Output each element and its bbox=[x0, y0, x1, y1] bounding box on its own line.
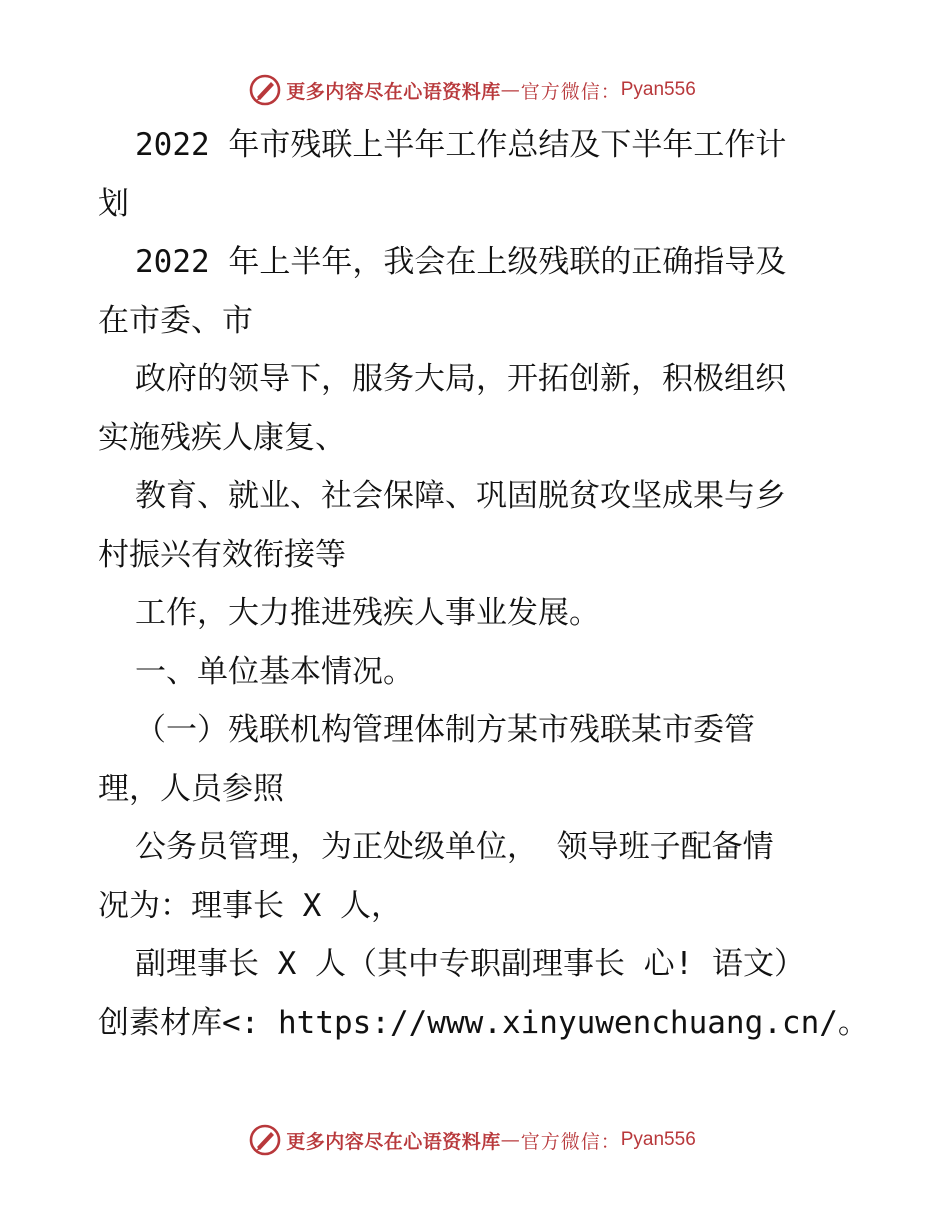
banner-content bbox=[248, 1123, 696, 1157]
quill-logo-icon bbox=[248, 1123, 282, 1157]
banner-wechat-id: Pyan556 bbox=[620, 1129, 696, 1150]
banner-wechat-id: Pyan556 bbox=[620, 79, 696, 100]
footer-banner bbox=[0, 1120, 950, 1160]
paragraph-line: 教育、就业、社会保障、巩固脱贫攻坚成果与乡 bbox=[135, 478, 786, 514]
document-body bbox=[98, 116, 869, 1052]
paragraph-line: 创素材库<: https://www.xinyuwenchuang.cn/。 bbox=[98, 1004, 869, 1041]
banner-main-text: 更多内容尽在心语资料库 bbox=[286, 80, 501, 103]
paragraph-line: 2022 年上半年，我会在上级残联的正确指导及 bbox=[135, 244, 787, 280]
paragraph-line: 工作，大力推进残疾人事业发展。 bbox=[135, 595, 600, 631]
banner-sub-text: 官方微信： bbox=[520, 80, 621, 103]
paragraph-line: 政府的领导下，服务大局，开拓创新，积极组织 bbox=[135, 361, 786, 397]
paragraph-line: 村振兴有效衔接等 bbox=[98, 536, 346, 573]
paragraph-line: 理，人员参照 bbox=[98, 770, 284, 807]
title-line-1: 2022 年市残联上半年工作总结及下半年工作计 bbox=[135, 127, 787, 163]
banner-sub-text: 官方微信： bbox=[520, 1130, 621, 1153]
quill-logo-icon bbox=[248, 73, 282, 107]
section-heading: 一、单位基本情况。 bbox=[135, 653, 414, 690]
paragraph-line: 公务员管理，为正处级单位， 领导班子配备情 bbox=[135, 829, 774, 865]
banner-content bbox=[248, 73, 696, 107]
banner-main-text: 更多内容尽在心语资料库 bbox=[286, 1130, 501, 1153]
paragraph-line: 况为：理事长 X 人， bbox=[98, 887, 402, 924]
paragraph-line: 在市委、市 bbox=[98, 302, 253, 339]
header-banner bbox=[0, 70, 950, 110]
paragraph-line: 实施残疾人康复、 bbox=[98, 419, 346, 456]
banner-dash: — bbox=[500, 79, 521, 101]
title-line-2: 划 bbox=[98, 185, 129, 222]
banner-dash: — bbox=[500, 1129, 521, 1151]
paragraph-line: 副理事长 X 人（其中专职副理事长 心! 语文） bbox=[135, 946, 805, 982]
paragraph-line: （一）残联机构管理体制方某市残联某市委管 bbox=[135, 712, 755, 748]
